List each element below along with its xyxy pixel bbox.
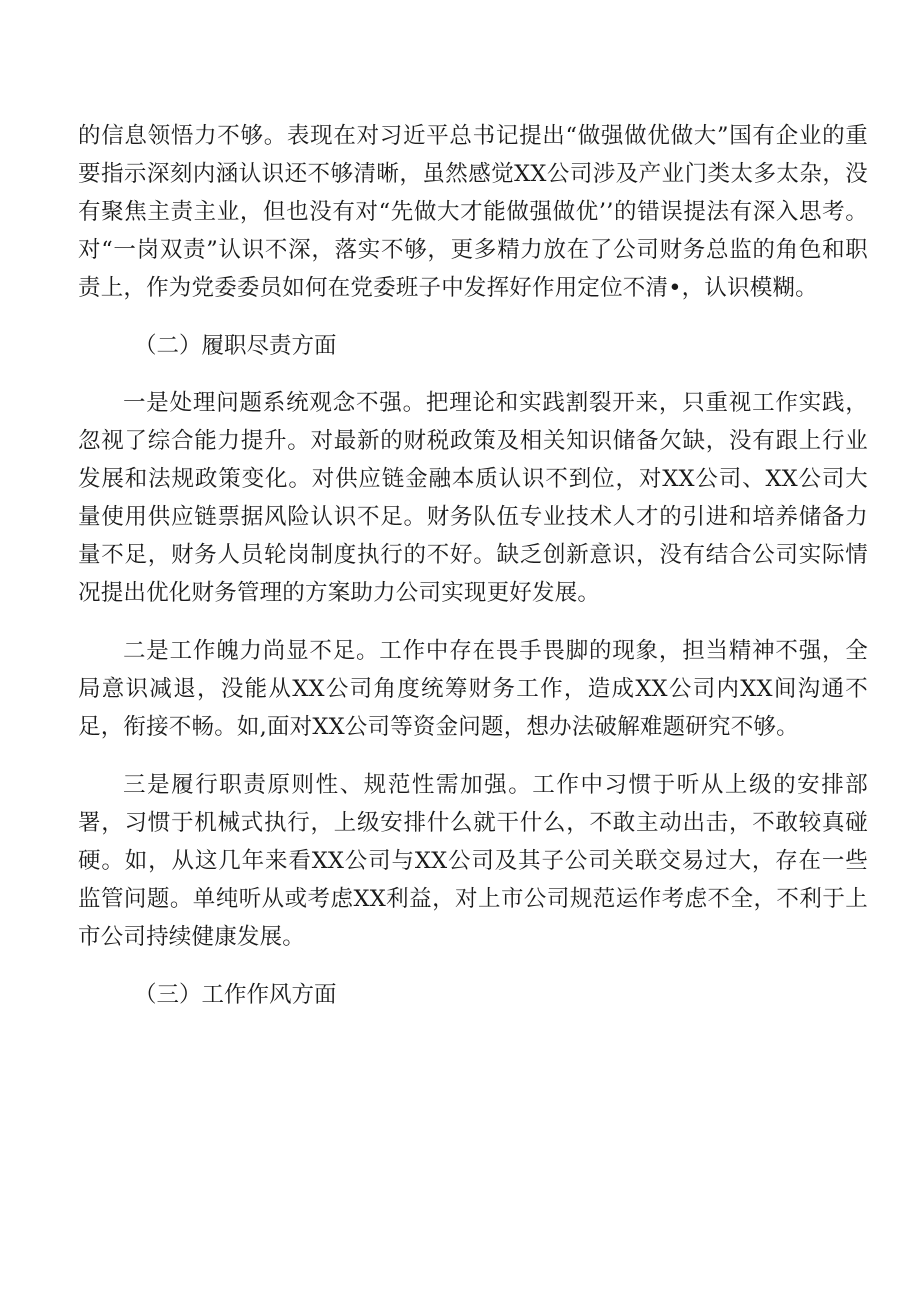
paragraph-continued: 的信息领悟力不够。表现在对习近平总书记提出“做强做优做大”国有企业的重要指示深刻内涵认识还不够清晰，虽然感觉XX公司涉及产业门类太多太杂，没有聚焦主责主业，但也没有对“先做大才能做强做优’’的错误提法有深入思考。对“一岗双责”认识不深，落实不够，更多精力放在了公司财务总监的角色和职责上，作为党委委员如何在党委班子中发挥好作用定位不清•，认识模糊。: [78, 123, 868, 301]
paragraph-duty-principles: 三是履行职责原则性、规范性需加强。工作中习惯于听从上级的安排部署，习惯于机械式执行，上级安排什么就干什么，不敢主动出击，不敢较真碰硬。如，从这几年来看XX公司与XX公司及其子公司关联交易过大，存在一些监管问题。单纯听从或考虑XX利益，对上市公司规范运作考虑不全，不利于上市公司持续健康发展。: [78, 772, 868, 950]
paragraph-work-courage: 二是工作魄力尚显不足。工作中存在畏手畏脚的现象，担当精神不强，全局意识减退，没能从XX公司角度统筹财务工作，造成XX公司内XX间沟通不足，衔接不畅。如,面对XX公司等资金问题，想办法破解难题研究不够。: [78, 638, 868, 740]
section-heading-2: （二）履职尽责方面: [134, 333, 337, 359]
section-heading-3: （三）工作作风方面: [134, 982, 337, 1008]
document-body: [78, 117, 868, 1014]
paragraph-system-view: 一是处理问题系统观念不强。把理论和实践割裂开来，只重视工作实践，忽视了综合能力提升。对最新的财税政策及相关知识储备欠缺，没有跟上行业发展和法规政策变化。对供应链金融本质认识不到位，对XX公司、XX公司大量使用供应链票据风险认识不足。财务队伍专业技术人才的引进和培养储备力量不足，财务人员轮岗制度执行的不好。缺乏创新意识，没有结合公司实际情况提出优化财务管理的方案助力公司实现更好发展。: [78, 390, 868, 606]
